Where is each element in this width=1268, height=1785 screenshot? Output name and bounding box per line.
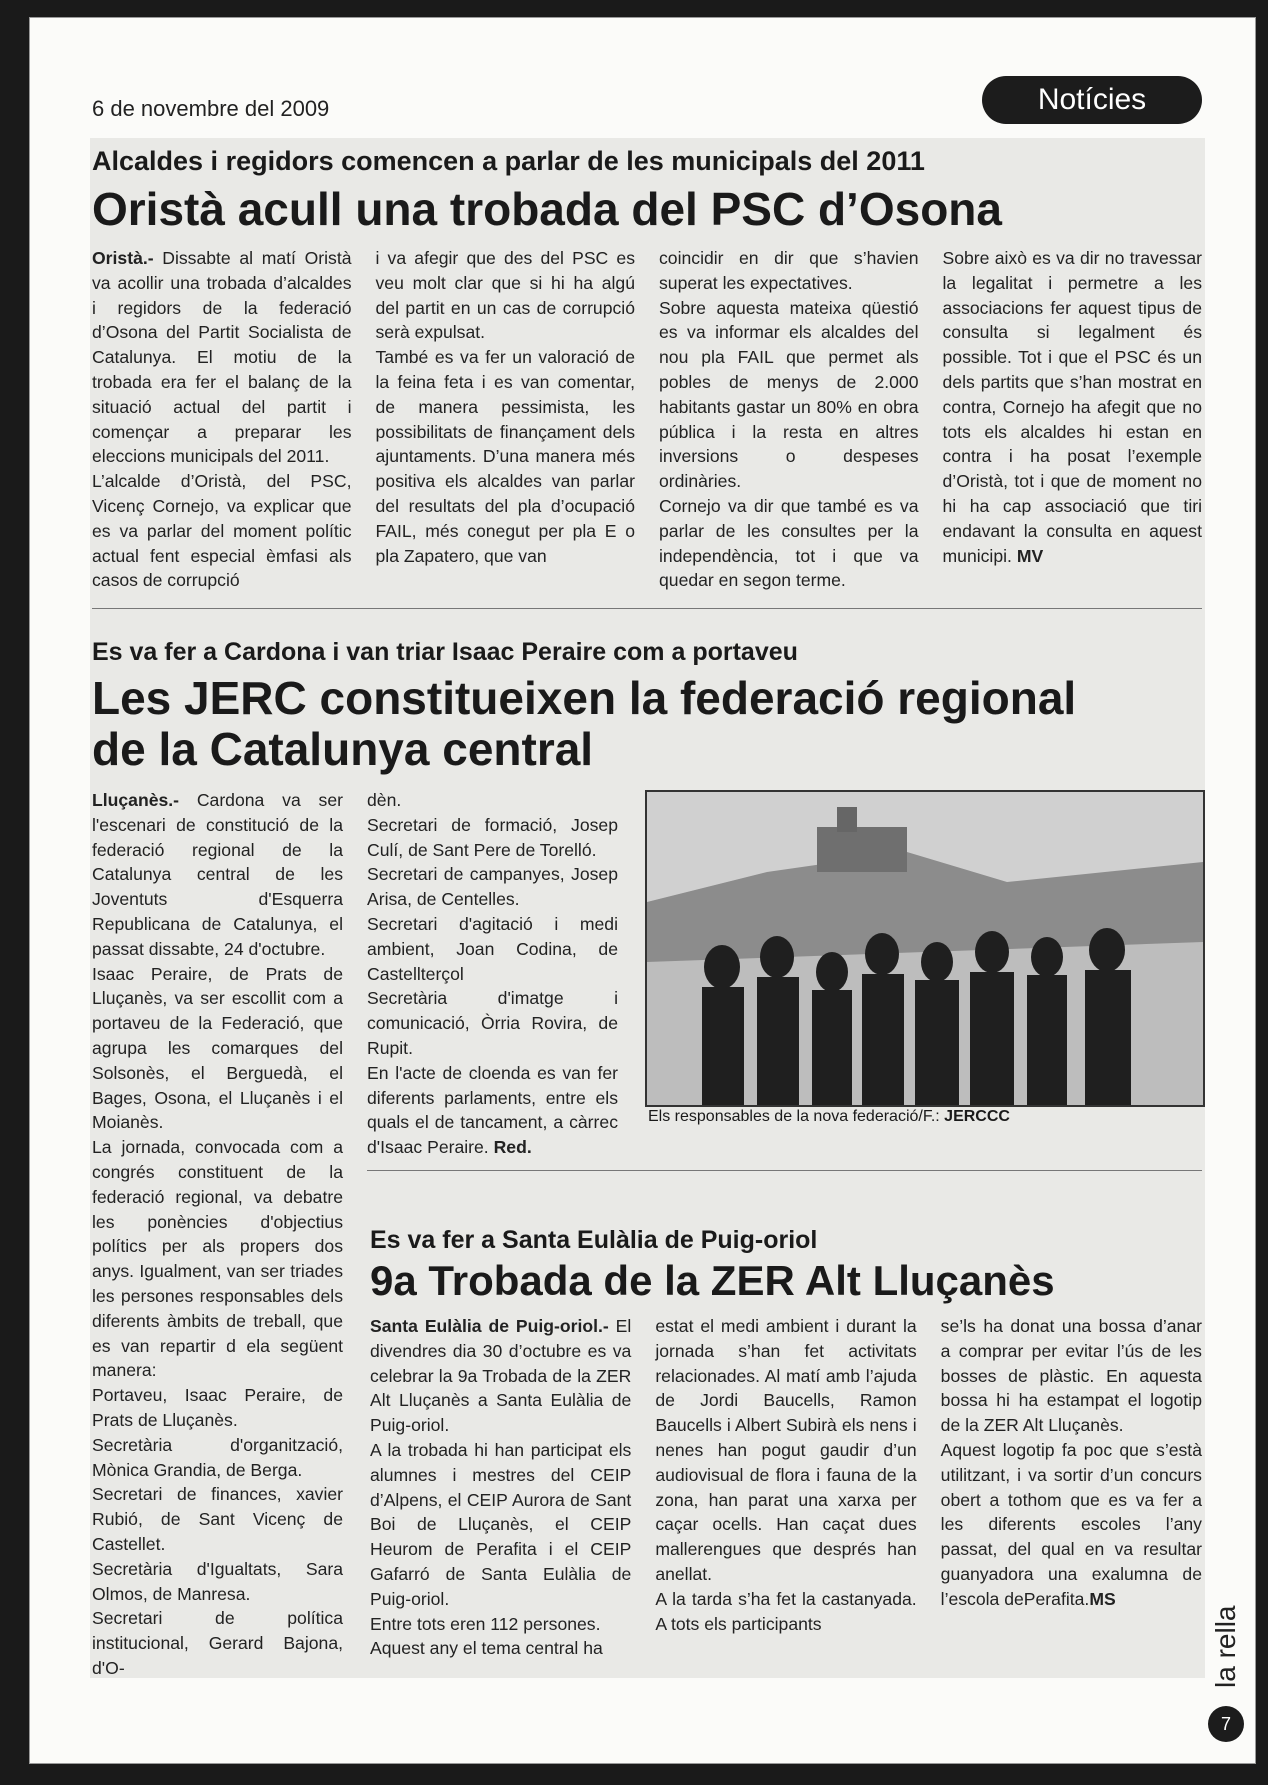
- article1-column-1: Oristà.- Dissabte al matí Oristà va acollir una trobada d’alcaldes i regidors de la federació d’Osona del Partit Socialista de Catalunya. El motiu de la trobada era fer el balanç de la situació actual del partit i començar a preparar les eleccions municipals del 2011. L’alcalde d’Oristà, del PSC, Vicenç Cornejo, va explicar que es va parlar del moment polític actual fent especial èmfasi als casos de corrupció: [92, 248, 352, 591]
- article1-column-2: i va afegir que des del PSC es veu molt clar que si hi ha algú del partit en un cas de corrupció serà expulsat. També es va fer un valoració de la feina feta i es van comentar, de manera pessimista, les possibilitats de finançament dels ajuntaments. D’una manera més positiva els alcaldes van parlar del resultats del pla d’ocupació FAIL, més conegut per pla E o pla Zapatero, que van: [375, 248, 635, 566]
- article3-column-2: estat el medi ambient i durant la jornada s’han fet activitats relacionades. Al matí amb l’ajuda de Jordi Baucells, Ramon Baucells i Albert Subirà els nens i nenes han pogut gaudir d’un audiovisual de flora i fauna de la zona, han parat una xarxa per caçar ocells. Han caçat dues mallerengues que després han anellat. A la tarda s’ha fet la castanyada. A tots els participants: [655, 1316, 917, 1634]
- article2-lead: Lluçanès.-: [92, 790, 180, 810]
- issue-date: 6 de novembre del 2009: [92, 96, 330, 121]
- article1-signature: MV: [1016, 545, 1044, 566]
- article3-lead: Santa Eulàlia de Puig-oriol.-: [370, 1316, 609, 1336]
- section-tab: Notícies: [982, 76, 1202, 124]
- article1-column-4: Sobre això es va dir no travessar la legalitat i permetre a les associacions fer aquest tipus de consulta si legalment és possible. Tot i que el PSC és un dels partits que s’han mostrat en contra, Cornejo ha afegit que no tots els alcaldes hi estan en contra i ha posat l’exemple d’Oristà, tot i que de moment no hi ha cap associació que tiri endavant la consulta en aquest municipi. MV: [942, 248, 1202, 566]
- divider: [367, 1170, 1202, 1171]
- article1-body: [92, 246, 1202, 593]
- article3-column-1: Santa Eulàlia de Puig-oriol.- El divendres dia 30 d’octubre es va celebrar la 9a Trobada de la ZER Alt Lluçanès a Santa Eulàlia de Puig-oriol. A la trobada hi han participat els alumnes i mestres del CEIP d’Alpens, el CEIP Aurora de Sant Boi de Lluçanès, el CEIP Heurom de Perafita i el CEIP Gafarró de Santa Eulàlia de Puig-oriol. Entre tots eren 112 persones. Aquest any el tema central ha: [370, 1316, 632, 1659]
- page-number: 7: [1208, 1706, 1244, 1742]
- divider: [92, 608, 1202, 609]
- article1-lead: Oristà.-: [92, 248, 154, 268]
- article2-kicker: Es va fer a Cardona i van triar Isaac Peraire com a portaveu: [92, 638, 798, 666]
- article2-headline: Les JERC constitueixen la federació regional de la Catalunya central: [92, 672, 1077, 775]
- newspaper-page: [30, 18, 1255, 1763]
- article3-signature: MS: [1089, 1588, 1116, 1609]
- article1-headline: Oristà acull una trobada del PSC d’Osona: [92, 183, 1002, 235]
- article1-kicker: Alcaldes i regidors comencen a parlar de les municipals del 2011: [92, 146, 925, 176]
- photo-illustration: [647, 792, 1203, 1105]
- article3-kicker: Es va fer a Santa Eulàlia de Puig-oriol: [370, 1226, 818, 1254]
- article3-column-3: se’ls ha donat una bossa d’anar a comprar per evitar l’ús de les bosses de plàstic. En aquesta bossa hi ha estampat el logotip de la ZER Alt Lluçanès. Aquest logotip fa poc que s’està utilitzant, i va sortir d’un concurs obert a tothom que es va fer a les diferents escoles l’any passat, del qual en va resultar guanyadora una exalumna de l’escola dePerafita.MS: [940, 1316, 1202, 1609]
- article2-signature: Red.: [493, 1137, 532, 1158]
- article3-body: [370, 1314, 1202, 1661]
- article1-column-3: coincidir en dir que s’havien superat les expectatives. Sobre aquesta mateixa qüestió es va informar els alcaldes del nou pla FAIL que permet als pobles de menys de 2.000 habitants gastar un 80% en obra pública i la resta en altres inversions o despeses ordinàries. Cornejo va dir que també es va parlar de les consultes per la independència, tot i que va quedar en segon terme.: [659, 248, 919, 591]
- group-photo: [645, 790, 1205, 1107]
- article2-column-1: Lluçanès.- Cardona va ser l'escenari de constitució de la federació regional de la Catalunya central de les Joventuts d'Esquerra Republicana de Catalunya, el passat dissabte, 24 d'octubre. Isaac Peraire, de Prats de Lluçanès, va ser escollit com a portaveu de la Federació, que agrupa les comarques del Solsonès, el Berguedà, el Bages, Osona, el Lluçanès i el Moianès. La jornada, convocada com a congrés constituent de la federació regional, va debatre les ponències d'objectius polítics per als propers dos anys. Igualment, van ser triades les persones responsables dels diferents àmbits de treball, que es van repartir d ela següent manera: Portaveu, Isaac Peraire, de Prats de Lluçanès. Secretària d'organització, Mònica Grandia, de Berga. Secretari de finances, xavier Rubió, de Sant Vicenç de Castellet. Secretària d'Igualtats, Sara Olmos, de Manresa. Secretari de política institucional, Gerard Bajona, d'O-: [92, 790, 343, 1678]
- article3-headline: 9a Trobada de la ZER Alt Lluçanès: [370, 1257, 1055, 1304]
- photo-caption: Els responsables de la nova federació/F.: JERCCC: [648, 1108, 1010, 1125]
- publication-logo: la rella: [1210, 1605, 1241, 1688]
- article2-column-2: dèn. Secretari de formació, Josep Culí, de Sant Pere de Torelló. Secretari de campanyes, Josep Arisa, de Centelles. Secretari d'agitació i medi ambient, Joan Codina, de Castellterçol Secretària d'imatge i comunicació, Òrria Rovira, de Rupit. En l'acte de cloenda es van fer diferents parlaments, entre els quals el de tancament, a càrrec d'Isaac Peraire. Red.: [367, 790, 618, 1158]
